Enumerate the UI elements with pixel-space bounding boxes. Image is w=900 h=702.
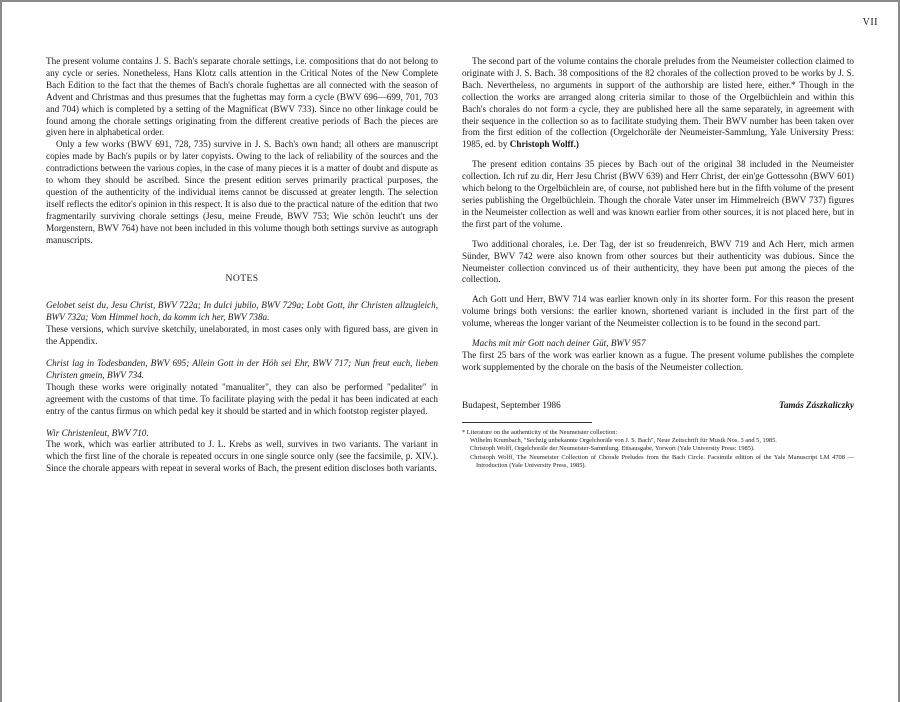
signature-line: [462, 400, 854, 412]
note-title: Christ lag in Todesbanden, BWV 695; Allein Gott in der Höh sei Ehr, BWV 717; Nun freut euch, lieben Christen gmein, BWV 734.: [46, 358, 438, 380]
footnote-item: Christoph Wolff, Orgelchoräle der Neumeister-Sammlung. Ettsausgabe, Yorwort (Yale University Press: 1985).: [470, 445, 755, 453]
footnote-intro: * Literature on the authenticity of the Neumeister collection:: [462, 428, 618, 436]
author-signature: Tamás Zászkaliczky: [779, 399, 854, 410]
machs-mit-mir-body: The first 25 bars of the work was earlier known as a fugue. The present volume publishes the complete work supplemented by the chorale on the basis of the Neumeister collection.: [462, 349, 854, 372]
editor-name: Christoph Wolff.): [509, 139, 579, 150]
page-border-top: [0, 0, 900, 2]
note-body: Though these works were originally notated "manualiter", they can also be performed "pedaliter" in agreement with the customs of that time. To facilitate playing with the pedal it has been indicated at each entry of the cantus firmus on which pedal key it should be started and in which footstop register played.: [46, 381, 438, 416]
intro-paragraph-1: The present volume contains J. S. Bach's separate chorale settings, i.e. compositions that do not belong to any cycle or series. Nonetheless, Hans Klotz calls attention in the Critical Notes of the New Complete Bach Edition to the fact that the themes of Bach's chorale fughettas are all connected with the season of Advent and Christmas and thus presumes that the fughettas may form a cycle (BWV 696—699, 701, 703 and 704) which is completed by a setting of the Magnificat (BWV 733). Since no other linkage could be found among the chorale settings originating from the different creative periods of Bach the pieces are given here in alphabetical order.: [46, 56, 438, 138]
footnote-item: Christoph Wolff, The Neumeister Collection of Chorale Preludes from the Bach Circle. Facsimile edition of the Yale Manuscript LM 4708 — Introduction (Yale University Press, 1985).: [470, 453, 854, 470]
machs-mit-mir-title: Machs mit mir Gott nach deiner Güt, BWV 957: [472, 338, 646, 349]
note-title: Gelobet seist du, Jesu Christ, BWV 722a; In dulci jubilo, BWV 729a; Lobt Gott, ihr Christen allzugleich, BWV 732a; Vom Himmel hoch, da komm ich her, BWV 738a.: [46, 300, 438, 323]
neumeister-paragraph: [462, 56, 854, 151]
page-border-left: [0, 0, 2, 702]
footnote-divider: [462, 422, 592, 423]
note-title: Wir Christenleut, BWV 710.: [46, 427, 149, 438]
neumeister-text: The second part of the volume contains the chorale preludes from the Neumeister collection claimed to originate with J. S. Bach. 38 compositions of the 82 chorales of the collection proved to be works by J. S. Bach. Nevertheless, no arguments in support of the authorship are listed here, either.* Though in the collection the works are arranged along criteria similar to those of the Orgelbüchlein and within this Bach's chorales do not form a cycle, they are published here all the same separately, in agreement with their sequence in the collection so as to facilitate studying them. Their BWV number has been taken over from the first edition of the collection (Orgelchoräle der Neumeister-Sammlung, Yale University Press: 1985, ed. by: [462, 56, 854, 150]
note-item: [46, 428, 438, 476]
additional-chorales-paragraph: Two additional chorales, i.e. Der Tag, der ist so freudenreich, BWV 719 and Ach Herr, mich armen Sünder, BWV 742 were also known from other sources but their authenticity was dubious. Since the Neumeister collection convinced us of their authenticity, they have been put among the pieces of the collection.: [462, 238, 854, 285]
footnotes: [462, 429, 854, 471]
note-body: The work, which was earlier attributed to J. L. Krebs as well, survives in two variants. The variant in which the first line of the chorale is repeated occurs in one single source only (see the facsimile, p. XIV.). Since the chorale appears with repeat in several works of Bach, the present edition discloses both variants.: [46, 439, 438, 474]
left-column: [46, 56, 438, 475]
note-item: [46, 358, 438, 418]
place-date: Budapest, September 1986: [462, 399, 561, 410]
intro-paragraph-2: Only a few works (BWV 691, 728, 735) survive in J. S. Bach's own hand; all others are manuscript copies made by Bach's pupils or by later copyists. Owing to the lack of reliability of the sources and the contradictions between the various copies, in the case of many pieces it is a matter of doubt and dispute as to whom they should be ascribed. Since the present edition serves primarily practical purposes, the question of the authenticity of the individual items cannot be discussed at greater length. The selection itself reflects the editor's opinion in this respect. It is also due to the practical nature of the edition that two fragmentarily surviving chorale settings (Jesu, meine Freude, BWV 753; Wie schön leucht't uns der Morgenstern, BWV 764) have not been included in this volume though both settings survive as autograph manuscripts.: [46, 139, 438, 245]
right-column: [462, 56, 854, 471]
edition-contents-paragraph: The present edition contains 35 pieces by Bach out of the original 38 included in the Neumeister collection. Ich ruf zu dir, Herr Jesu Christ (BWV 639) and Herr Christ, der ein'ge Gottessohn (BWV 601) which belong to the Orgelbüchlein are, of course, not published here but in the fifth volume of the present series publishing the Orgelbüchlein. Though the chorale Vater unser im Himmelreich (BWV 737) figures in the Neumeister collection as well and was known earlier from other sources, it is not placed here, but in the first part of the volume.: [462, 159, 854, 229]
page-number: VII: [862, 17, 878, 28]
notes-heading: NOTES: [225, 272, 259, 284]
note-item: [46, 300, 438, 348]
ach-gott-paragraph: Ach Gott und Herr, BWV 714 was earlier known only in its shorter form. For this reason the present volume brings both versions: the earlier known, shortened variant is included in the first part of the volume, whereas the longer variant of the Neumeister collection is to be found in the second part.: [462, 294, 854, 329]
note-body: These versions, which survive sketchily, unelaborated, in most cases only with figured bass, are given in the Appendix.: [46, 324, 438, 347]
footnote-item: Wilhelm Krumbach, "Sechzig unbekannte Orgelchoräle von J. S. Bach", Neue Zeitschrift für Musik Nos. 3 and 5, 1985.: [470, 437, 777, 445]
